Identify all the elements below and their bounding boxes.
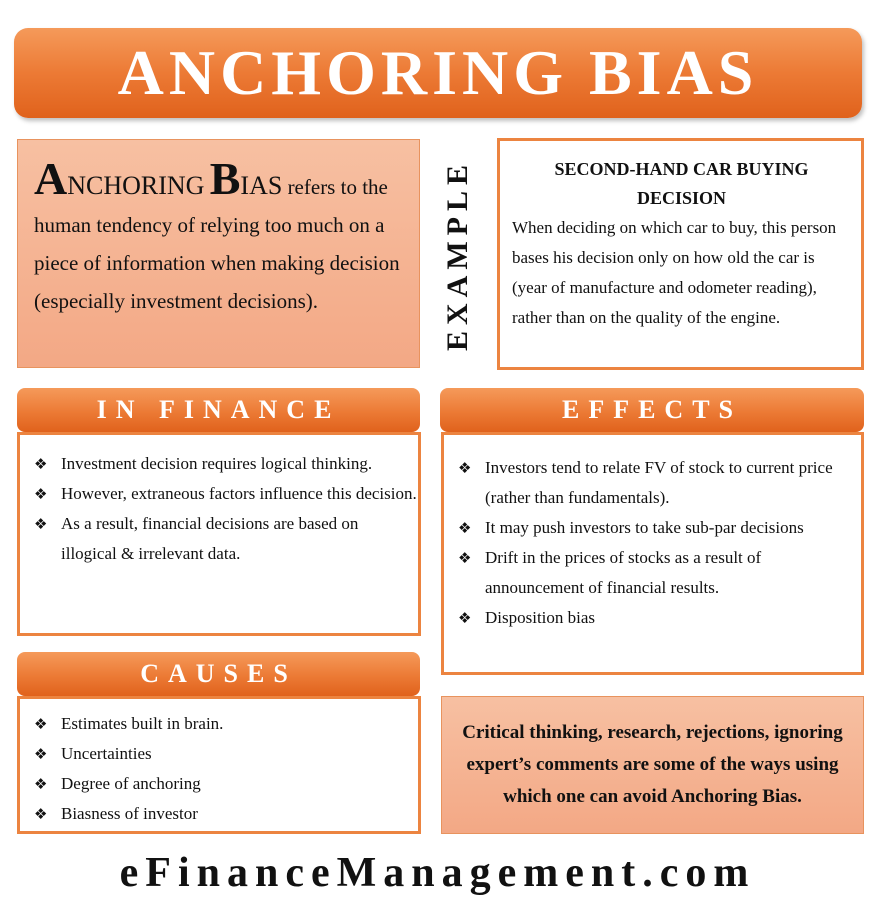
list-item: ❖ Estimates built in brain. — [34, 709, 418, 739]
list-item: ❖ Biasness of investor — [34, 799, 418, 829]
in-finance-box — [17, 432, 421, 636]
title-banner — [14, 28, 862, 118]
list-item: ❖ Investors tend to relate FV of stock to current price (rather than fundamentals). — [458, 453, 861, 513]
example-box — [497, 138, 864, 370]
list-item: ❖ However, extraneous factors influence this decision. — [34, 479, 418, 509]
definition-word-anchoring: NCHORING — [67, 171, 205, 200]
in-finance-heading — [17, 388, 420, 432]
example-title-line-2: DECISION — [636, 188, 727, 208]
example-label — [436, 140, 480, 370]
example-label-text: EXAMPLE — [441, 159, 474, 351]
list-item: ❖ As a result, financial decisions are based on illogical & irrelevant data. — [34, 509, 418, 569]
definition-box — [17, 139, 420, 368]
tip-text: Critical thinking, research, rejections, ignoring expert’s comments are some of the ways using which one can avoid Anchoring Bias. — [462, 722, 843, 807]
effects-heading-text: EFFECTS — [561, 395, 743, 424]
definition-text: refers to the human tendency of relying too much on a piece of information when making decision (especially investment decisions). — [34, 175, 400, 313]
list-item: ❖ It may push investors to take sub-par decisions — [458, 513, 861, 543]
list-item: ❖ Uncertainties — [34, 739, 418, 769]
footer-brand — [0, 843, 875, 903]
definition-word-bias: IAS — [240, 171, 283, 200]
list-item: ❖ Disposition bias — [458, 603, 861, 633]
effects-heading — [440, 388, 864, 432]
effects-box — [441, 432, 864, 675]
definition-initial-b: B — [209, 153, 241, 204]
example-title — [512, 155, 851, 213]
causes-heading-text: CAUSES — [140, 659, 297, 688]
list-item: ❖ Degree of anchoring — [34, 769, 418, 799]
causes-box — [17, 696, 421, 834]
footer-brand-text: eFinanceManagement.com — [119, 850, 756, 896]
list-item: ❖ Drift in the prices of stocks as a result of announcement of financial results. — [458, 543, 861, 603]
list-item: ❖ Investment decision requires logical thinking. — [34, 449, 418, 479]
tip-box — [441, 696, 864, 834]
causes-heading — [17, 652, 420, 696]
page-title: ANCHORING BIAS — [117, 37, 759, 108]
in-finance-heading-text: IN FINANCE — [96, 395, 341, 424]
in-finance-list — [20, 449, 418, 569]
causes-list — [20, 709, 418, 829]
example-body: When deciding on which car to buy, this person bases his decision only on how old the car is (year of manufacture and odometer reading), rather than on the quality of the engine. — [512, 218, 837, 327]
definition-initial-a: A — [34, 153, 68, 204]
example-title-line-1: SECOND-HAND CAR BUYING — [554, 159, 809, 179]
effects-list — [444, 453, 861, 633]
